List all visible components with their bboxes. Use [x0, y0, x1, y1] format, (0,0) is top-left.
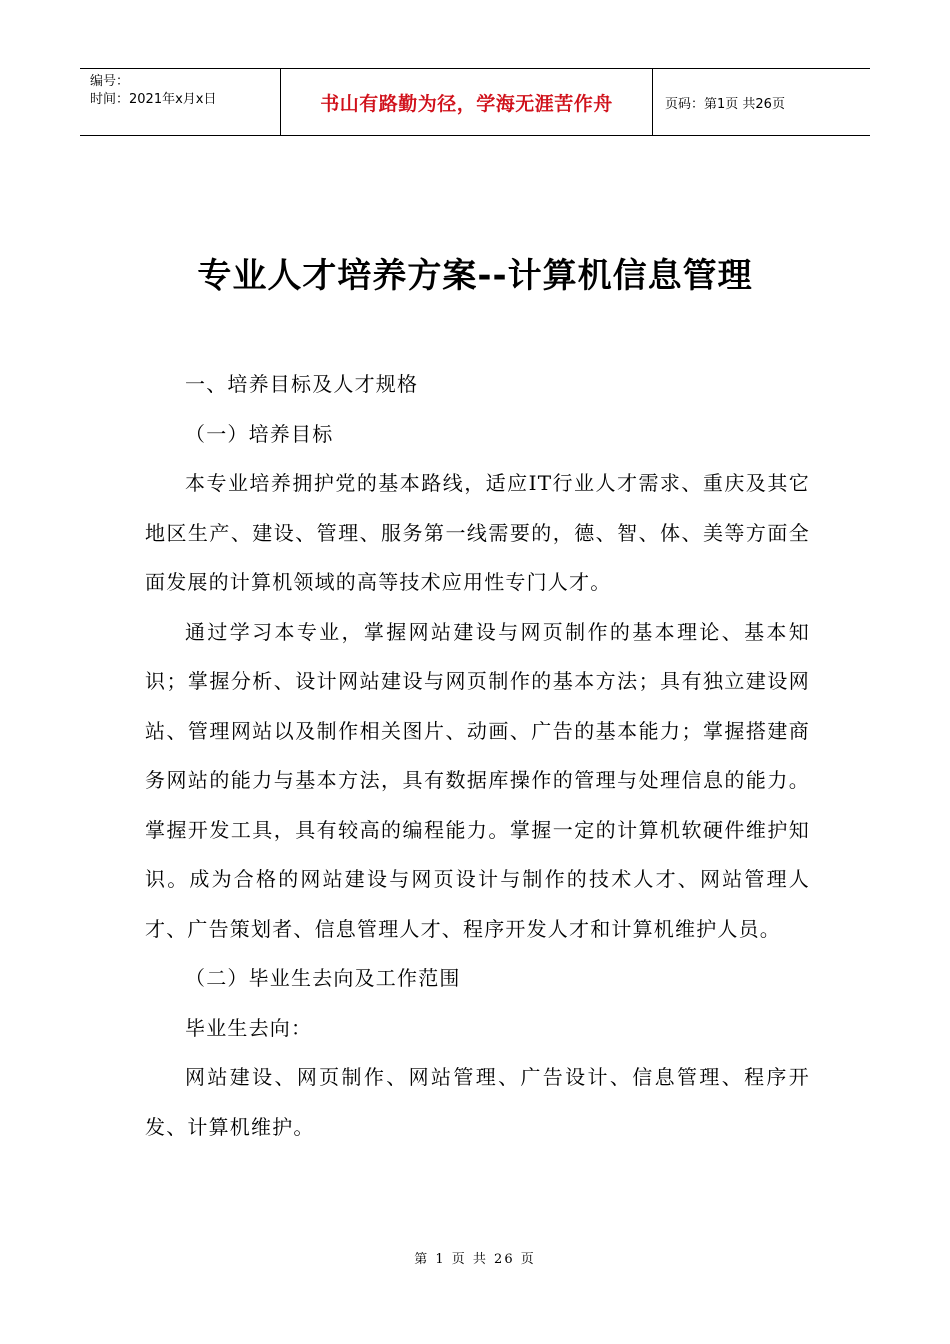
header-meta — [80, 69, 281, 135]
subsection-heading: （二）毕业生去向及工作范围 — [185, 966, 461, 990]
document-body — [145, 360, 810, 1152]
document-title: 专业人才培养方案--计算机信息管理 — [197, 256, 753, 296]
header-page-info: 页码：第1页 共26页 — [665, 96, 785, 112]
time-label: 时间：2021年x月x日 — [90, 92, 217, 107]
paragraph: 毕业生去向： — [185, 1015, 313, 1040]
number-label: 编号： — [90, 74, 130, 89]
page-footer: 第 1 页 共 26 页 — [414, 1252, 536, 1267]
header-motto: 书山有路勤为径，学海无涯苦作舟 — [281, 69, 653, 135]
section-heading: 一、培养目标及人才规格 — [185, 372, 419, 396]
document-header — [80, 68, 870, 136]
paragraph: 本专业培养拥护党的基本路线，适应IT行业人才需求、重庆及其它地区生产、建设、管理、服务第一线需要的，德、智、体、美等方面全面发展的计算机领域的高等技术应用性专门人才。 — [145, 471, 810, 594]
paragraph: 网站建设、网页制作、网站管理、广告设计、信息管理、程序开发、计算机维护。 — [145, 1065, 810, 1139]
subsection-heading: （一）培养目标 — [185, 421, 334, 446]
paragraph: 通过学习本专业，掌握网站建设与网页制作的基本理论、基本知识；掌握分析、设计网站建设与网页制作的基本方法；具有独立建设网站、管理网站以及制作相关图片、动画、广告的基本能力；掌握搭建商务网站的能力与基本方法，具有数据库操作的管理与处理信息的能力。掌握开发工具，具有较高的编程能力。掌握一定的计算机软硬件维护知识。成为合格的网站建设与网页设计与制作的技术人才、网站管理人才、广告策划者、信息管理人才、程序开发人才和计算机维护人员。 — [145, 619, 810, 941]
